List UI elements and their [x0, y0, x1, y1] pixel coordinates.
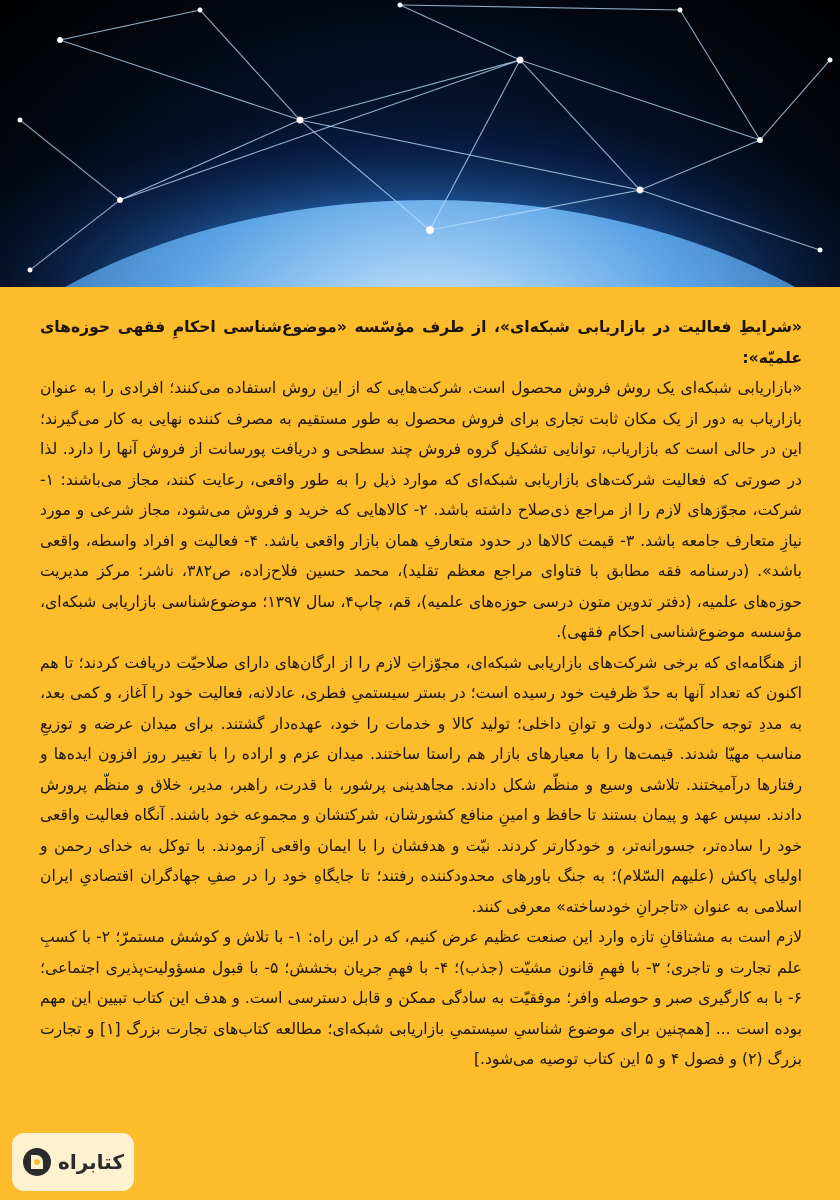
logo-text: کتابراه — [58, 1150, 124, 1174]
paragraph-history: از هنگامه‌ای که برخی شرکت‌های بازاریابی شبکه‌ای، مجوّزاتِ لازم را از ارگان‌های دارای صلاحیّت دریافت کردند؛ تا هم اکنون که تعداد آنها به حدّ ظرفیت خود رسیده است؛ در بستر سیستمیِ فطری، عادلانه، فعالیت خود را آغاز، و کمی بعد، به مددِ توجه حاکمیّت، دولت و توانِ داخلی؛ تولید کالا و خدمات را خود، عهده‌دار گشتند. برای میدان عرضه و توزیعِ مناسب مهیّا شدند. قیمت‌ها را با معیارهای بازار هم راستا ساختند. میدان عزم و اراده را با تغییر روز افزون ایده‌ها و رفتارها درآمیختند. تلاشی وسیع و منظّم شکل دادند. مجاهدینی پرشور، با قدرت، راهبر، مدیر، خلاق و منظّم پرورش دادند. سپس عهد و پیمان بستند تا حافظ و امینِ منافع کشورشان، شرکتشان و مجموعه خود باشند. آنگاه فعالیت واقعی خود را ساده‌تر، جسورانه‌تر، و خودکارتر کردند. نیّت و هدفشان را با ایمان واقعی آزمودند. با توکل به خدای رحمن و اولیای پاکش (علیهم السّلام)؛ به جنگ باورهای محدودکننده رفتند؛ تا جایگاهِ خود را در صفِ جهادگران اقتصادیِ ایران اسلامی به عنوان «تاجرانِ خودساخته» معرفی کنند. — [40, 653, 802, 916]
paragraph-advice: لازم است به مشتاقانِ تازه وارد این صنعت عظیم عرض کنیم، که در این راه: ۱- با تلاش و کوشش مستمرّ؛ ۲- با کسبِ علم تجارت و تاجری؛ ۳- با فهمِ قانون مشیّت (جذب)؛ ۴- با فهمِ جریان بخشش؛ ۵- با قبول مسؤولیت‌پذیری اجتماعی؛ ۶- با به کارگیری صبر و حوصله وافر؛ موفقیّت به سادگی ممکن و قابل دسترسی است. و هدف این کتاب تبیین این مهم بوده است ... [همچنین برای موضوع شناسیِ سیستمیِ بازاریابی شبکه‌ای؛ مطالعه کتاب‌های تجارت بزرگ [۱] و تجارت بزرگ (۲) و فصول ۴ و ۵ این کتاب توصیه می‌شود.] — [40, 928, 803, 1068]
article-body — [40, 312, 802, 1075]
paragraph-definition: «بازاریابی شبکه‌ای یک روش فروش محصول است. شرکت‌هایی که از این روش استفاده می‌کنند؛ افرادی را به عنوان بازاریاب به دور از یک مکان ثابت تجاری برای فروش محصول به طور مستقیم به مصرف کننده نهایی به کار می‌گیرند؛ این در حالی است که بازاریاب، توانایی تشکیل گروه فروش چند سطحی و دریافت پورسانت از فروش آنها را دارد. لذا در صورتی که فعالیت شرکت‌های بازاریابی شبکه‌ای که موارد ذیل را به طور واقعی، رعایت کنند، مجاز می‌باشند: ۱- شرکت، مجوّزهای لازم را از مراجع ذی‌صلاح داشته باشد. ۲- کالاهایی که خرید و فروش می‌شود، مجاز شرعی و مورد نیازِ متعارف جامعه باشد. ۳- قیمت کالاها در حدود متعارفِ همان بازار واقعی باشد. ۴- فعالیت و افراد واسطه، واقعی باشد». (درسنامه فقه مطابق با فتاوای مراجع معظم تقلید)، محمد حسین فلاح‌زاده، ص۳۸۲، ناشر: مرکز مدیریت حوزه‌های علمیه، (دفتر تدوین متون درسی حوزه‌های علمیه)، قم، چاپ۴، سال ۱۳۹۷؛ موضوع‌شناسی بازاریابی شبکه‌ای، مؤسسه موضوع‌شناسی احکام فقهی). — [40, 379, 803, 641]
ketabrah-logo[interactable] — [12, 1133, 134, 1191]
network-globe-illustration — [0, 0, 840, 287]
ketabrah-logo-icon — [22, 1147, 52, 1177]
article-heading: «شرایطِ فعالیت در بازاریابی شبکه‌ای»، از طرف مؤسّسه «موضوع‌شناسی احکامِ فقهی حوزه‌های علمیّه»: — [40, 318, 802, 367]
hero-image — [0, 0, 840, 287]
